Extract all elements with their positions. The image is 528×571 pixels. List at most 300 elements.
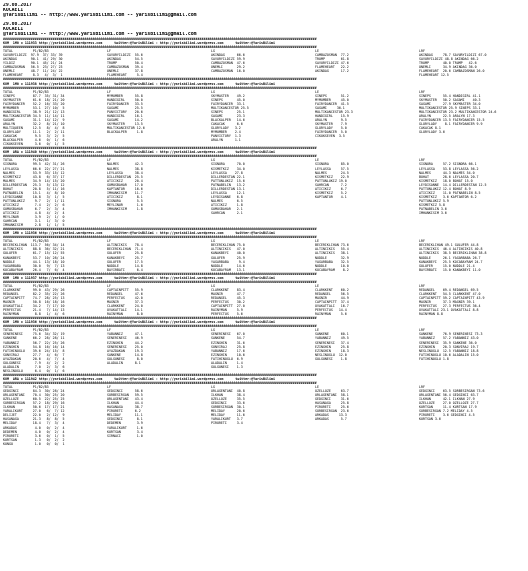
table-cell bbox=[419, 442, 525, 446]
table-cell: ARALYN 32.2 8/ 21/ 10 bbox=[3, 121, 65, 126]
table-cell: ALADALIN 8.1 bbox=[107, 360, 141, 365]
table-cell: PERFECTUS 30.2 bbox=[211, 300, 245, 305]
table-cell: ILKHAN 38.4 bbox=[211, 393, 245, 398]
table-cell: YABANNIZ 57.2 YABANNIZ 43.0 bbox=[419, 336, 479, 341]
table-cell: KOCABAYRAM 26.4 7/ 6/ 4 bbox=[3, 267, 65, 272]
table-cell: SAGAMI 25.5 bbox=[107, 105, 143, 110]
table-cell: BAYIRBATI 15.0 KANAKBEYI 11.0 bbox=[419, 267, 481, 272]
table-cell: SKYMASTER 50.2 SAGAMI 40.3 bbox=[419, 97, 481, 102]
table-cell: GLORYLADY 5.0 bbox=[315, 126, 347, 131]
section-title: KUM ARA = 111940 http://yarisbilimi.wordpress.com twitter:@YarisBilimi : http://yarisbilimi.wordpress.com twitter:@YarisBilimi bbox=[3, 150, 275, 155]
table-cell: LEYLASSA 53.8 LEYLASSA 56.2 bbox=[419, 166, 479, 171]
table-cell: YAGARBABA 30.0 9/ 7/ 13 bbox=[3, 263, 65, 268]
table-cell bbox=[315, 442, 419, 446]
table-cell: SKYMASTER 49.2 bbox=[211, 93, 245, 98]
table-row bbox=[3, 442, 525, 446]
table-cell: KISMETKIZ 18.0 BOHAT 15.0 bbox=[419, 178, 473, 183]
table-cell: DEDEMEN 3.9 bbox=[107, 421, 143, 426]
table-cell: LEYLASSA 66.6 22/ 27/ 21 bbox=[3, 166, 65, 171]
table-cell: MYMUMBER 55.8 bbox=[107, 93, 143, 98]
column-header: LE bbox=[315, 89, 319, 94]
separator-line: ############################################################################################################################################################## bbox=[3, 154, 317, 159]
table-cell: EZINGHIN 54.8 16/ 16/ 14 bbox=[3, 344, 65, 349]
table-cell: CIKOKSEVEN 3.6 0/ 1/ 5 bbox=[3, 142, 65, 147]
section-title: KUM 1M0 = 111936 http://yarisbilimi.wordpress.com twitter:@YarisBilimi : http://yarisbilimi.wordpress.com twitter:@YarisBilimi bbox=[3, 231, 275, 236]
section-title: KUM 1M0 = 111933 http://yarisbilimi.wordpress.com twitter:@YarisBilimi : http://yarisbilimi.wordpress.com twitter:@YarisBilimi bbox=[3, 41, 275, 46]
table-cell: CLARKKENT 60.2 bbox=[315, 287, 349, 292]
table-cell: PERFECTUS 42.0 bbox=[107, 296, 143, 300]
table-cell: ALTINCIKIS 78.4 bbox=[107, 243, 143, 248]
table-cell: ALADALIN 1.4 bbox=[211, 360, 243, 365]
table-cell: YARALIKURT 27.0 6/ 7/ 12 bbox=[3, 409, 65, 414]
table-cell: EZINGHIN 44.2 bbox=[107, 340, 143, 345]
table-cell: CIKOKSEVEN 3.5 bbox=[315, 134, 345, 139]
table-cell: MALMES 34.9 14/ 15/ 20 bbox=[3, 178, 65, 183]
table-cell: SORBESIRGAN 7.2 MELIDAY 4.5 bbox=[419, 409, 473, 414]
table-cell: KONGO 1.0 0/ 0/ 1 bbox=[3, 441, 65, 446]
table-cell: SIGNORA 57.2 SIGNORA 66.1 bbox=[419, 162, 477, 167]
table-cell: SINEPS 51.2 bbox=[315, 93, 349, 98]
table-cell: GLORYLADY 8.1 FAIRYDANCER 9.9 bbox=[419, 121, 483, 126]
table-cell: SENERINESI 35.9 SANKENE 36.0 bbox=[419, 340, 477, 345]
table-cell: TRUMP 50.4 bbox=[107, 61, 143, 66]
table-cell: CLARKKENT 24.0 bbox=[107, 304, 143, 309]
table-cell: KOCABAYRAM 13.1 bbox=[211, 267, 245, 272]
table-cell bbox=[315, 142, 419, 146]
separator-line: ############################################################################################################################################################## bbox=[3, 146, 317, 151]
table-cell: NALMES 38.8 bbox=[107, 166, 143, 171]
table-cell: YAGARBABA 32.5 bbox=[315, 259, 349, 264]
table-cell: NUDDLE 10.0 bbox=[315, 263, 349, 268]
column-header: LG bbox=[211, 89, 215, 94]
table-cell: REDANGEL 82.2 35/ 22/ 26 bbox=[3, 291, 65, 296]
table-cell: MULTIQUEEN 12.5 8/ 4/ 8 bbox=[3, 126, 65, 131]
table-cell: BLACKALPER 4.6 0/ 1/ 6 bbox=[3, 138, 65, 143]
column-header: LE bbox=[315, 385, 319, 390]
table-cell: GULGUNESI 1.8 bbox=[315, 356, 347, 361]
table-cell: GEDGINCI 58.6 bbox=[107, 389, 143, 394]
table-cell: PIRORETI 6.2 bbox=[107, 409, 141, 414]
column-header: LF bbox=[107, 283, 111, 288]
table-cell: MULTIKANCESTOR 25.9 SINEPS 33.1 bbox=[419, 105, 481, 110]
table-cell: KANAKBEYI 40.0 bbox=[211, 251, 245, 256]
table-cell: CAMBAZOSMAN 16.0 bbox=[211, 69, 245, 74]
column-header: TOTAL P1/B2/B3 bbox=[3, 158, 49, 163]
table-cell: NUDDLE 14.6 bbox=[211, 263, 245, 268]
table-cell: BECERIKLIHAN 49.1 GULUFER 44.8 bbox=[419, 243, 479, 248]
table-cell: CAMBAZOSMAN 47.6 bbox=[211, 61, 245, 66]
table-cell bbox=[419, 142, 525, 146]
table-cell: URLAGENTANI 43.4 bbox=[107, 397, 143, 402]
table-cell: NESLINOGLU 12.0 bbox=[315, 352, 347, 357]
table-cell: BAYIRBATI 6.4 bbox=[107, 267, 143, 272]
table-cell: NALMES 53.9 33/ 15/ 12 bbox=[3, 170, 65, 175]
table-cell: FLAMEHEART 20.6 CAMBAZOSMAN 26.0 bbox=[419, 69, 485, 74]
table-cell: AKINDAG 78.7 SAVURYILDIZI 67.0 bbox=[419, 53, 487, 58]
table-cell: MAGNIR 47.7 bbox=[211, 291, 245, 296]
table-cell: PATTONLUKIZ 15.6 bbox=[211, 178, 245, 183]
table-cell: SORBESIRGAN 23.6 bbox=[315, 409, 349, 414]
column-header: TOTAL P1/B2/B3 bbox=[3, 89, 49, 94]
table-cell: CAPTAINPITT 59.2 CAPTAINPITT 43.9 bbox=[419, 296, 485, 300]
table-cell: CAPTAINPITT 27.0 bbox=[211, 304, 245, 309]
column-header: LRF bbox=[419, 283, 425, 288]
column-header: LF bbox=[107, 89, 111, 94]
table-cell: SENERINESI 67.0 bbox=[211, 332, 245, 337]
table-cell: BOHAT 20.8 5/ 11/ 16 bbox=[3, 186, 65, 191]
table-cell: NUDDLE 14.8 bbox=[107, 263, 143, 268]
table-cell: SINEPS 45.0 bbox=[211, 97, 245, 102]
table-cell: CAMBAZOSMAN 56.5 23/ 27/ 23 bbox=[3, 65, 63, 70]
column-header: LG bbox=[211, 158, 215, 163]
table-cell: OZELLOZE 27.0 OZELLOZE 27.7 bbox=[419, 401, 479, 406]
table-cell bbox=[107, 442, 211, 446]
separator-line: ############################################################################################################################################################## bbox=[3, 324, 317, 329]
separator-line: ############################################################################################################################################################## bbox=[3, 279, 317, 284]
table-cell: HASANAGA 25.8 bbox=[315, 401, 349, 406]
table-cell: NALMES 44.3 NALMES 54.0 bbox=[419, 170, 475, 175]
table-cell: GULUFER 25.9 bbox=[211, 255, 245, 260]
table-cell bbox=[419, 223, 525, 227]
table-cell: AKINDAG 54.5 bbox=[107, 57, 143, 62]
table-cell: FLAMEHEART 5.4 bbox=[107, 73, 143, 78]
table-cell: YABANNIZ 47.1 bbox=[107, 332, 143, 337]
separator-line: ############################################################################################################################################################## bbox=[3, 85, 317, 90]
table-cell: GUMUSBAHAR 6.7 2/ 3/ 4 bbox=[3, 206, 65, 211]
table-cell: PERFECTUS 27.3 PERFECTUS 36.4 bbox=[419, 304, 481, 309]
table-cell: KURTSAN 3.6 bbox=[419, 417, 441, 422]
table-cell: IMHANKISIM 11.7 bbox=[107, 190, 143, 195]
table-cell: ILKHAN 44.4 bbox=[107, 401, 143, 406]
table-cell: SAGAMI 31.1 14/ 12/ 9 bbox=[3, 117, 65, 122]
table-cell: KAPTANTOR 4.1 bbox=[315, 194, 347, 199]
table-cell: FLAMEHEART 8.3 4/ 3/ 1 bbox=[3, 73, 63, 78]
table-cell: KOCABAYRAM 8.2 bbox=[315, 267, 349, 272]
column-header: LG bbox=[211, 328, 215, 333]
table-cell: PANVICTORY 20.6 bbox=[107, 109, 143, 114]
table-cell: FATIHINOGLU 39.6 24/ 15/ 8 bbox=[3, 348, 65, 353]
table-cell: SAGAMI 23.3 bbox=[211, 113, 245, 118]
table-cell: PATTONLUKIZ 9.7 2/ 1/ 11 bbox=[3, 198, 65, 203]
table-cell bbox=[419, 369, 525, 373]
column-header: LG bbox=[211, 239, 215, 244]
table-cell: MAGNIR 50.8 16/ 18/ 16 bbox=[3, 300, 65, 305]
table-cell: AYAZDAKAN 20.6 4/ 7/ 4 bbox=[3, 356, 65, 361]
table-cell: SIRNACI 1.0 bbox=[107, 433, 143, 438]
table-cell: YAGARBABA 9.4 bbox=[211, 259, 245, 264]
table-cell: SANKENE 76.9 SENERINESI 73.3 bbox=[419, 332, 483, 337]
separator-line: ############################################################################################################################################################## bbox=[3, 380, 317, 385]
header-date: 29.08.2017 bbox=[3, 3, 32, 8]
table-cell: ONEMLI 37.8 bbox=[107, 69, 143, 74]
column-header: LG bbox=[211, 283, 215, 288]
table-cell: SAHRCAN 2.1 bbox=[211, 211, 243, 216]
table-cell: AYAZDAKAN 19.3 bbox=[107, 348, 143, 353]
header-region: KOCAELI bbox=[3, 8, 24, 13]
table-cell: FLAMEHEART 12.5 bbox=[419, 73, 449, 78]
table-cell: OVAKATTALI 16.7 bbox=[315, 304, 349, 309]
table-cell: DILLERDESTAN 22.1 bbox=[211, 174, 245, 179]
table-cell: BECERIKLIHAN 73.6 bbox=[315, 243, 349, 248]
table-cell: IMHANKISIM 2.8 1/ 1/ 5 bbox=[3, 223, 65, 228]
table-cell: GULGUNESI 8.0 bbox=[107, 356, 143, 361]
table-cell: IMHANKISIM 1.8 bbox=[107, 206, 143, 211]
table-cell: DILLERDESTAN 25.3 5/ 13/ 12 bbox=[3, 182, 65, 187]
race-sections bbox=[3, 37, 525, 446]
table-cell: GULUFER 15.0 NUDDLE 21.4 bbox=[419, 263, 475, 268]
table-cell: NESLINOGLU 12.5 YABANNIZ 18.8 bbox=[419, 348, 479, 353]
table-cell: SIGNORA 85.0 bbox=[315, 162, 349, 167]
column-header: LRF bbox=[419, 158, 425, 163]
table-cell: SONVIRAJ 25.8 bbox=[211, 344, 245, 349]
table-cell: GLORYLADY 3.2 bbox=[211, 126, 241, 131]
table-cell: NALMES 6.5 bbox=[211, 198, 243, 203]
table-cell: SKYMASTER 61.6 18/ 21/ 20 bbox=[3, 97, 65, 102]
table-cell: PATTONLUKIZ 12.4 BOHAT 8.9 bbox=[419, 186, 471, 191]
table-cell: MELIDAY 20.6 bbox=[211, 409, 245, 414]
table-cell: LEYDISANNE 10.8 3/ 1/ 5 bbox=[3, 194, 65, 199]
table-cell: HANDIGIRL 50.0 bbox=[107, 97, 143, 102]
results-document bbox=[3, 3, 525, 446]
table-cell: GLORYLADY 3.6 bbox=[419, 130, 445, 135]
table-cell: GEDGINCI 33.6 bbox=[211, 401, 245, 406]
table-cell: FAIRYDANCER 33.1 bbox=[211, 101, 245, 106]
table-cell: MAGNIR 44.9 bbox=[315, 296, 349, 300]
table-cell: RAINYMAN 5.6 bbox=[315, 312, 347, 317]
column-header: LF bbox=[107, 328, 111, 333]
table-cell: GEDGINCI 84.3 30/ 28/ 24 bbox=[3, 389, 65, 394]
table-cell: OZELLOZE 60.5 22/ 25/ 25 bbox=[3, 397, 65, 402]
table-cell: KURTSAN 3.4 bbox=[107, 429, 143, 434]
table-cell: ATICIKIZ 20.4 bbox=[107, 178, 143, 183]
column-header: LRF bbox=[419, 49, 425, 54]
table-cell: FATIHINOGLU 10.6 ALADALIN 15.0 bbox=[419, 352, 479, 357]
table-cell: EZINGHIN 10.6 bbox=[211, 352, 245, 357]
column-header: TOTAL P1/B2/B3 bbox=[3, 283, 49, 288]
table-cell: SAVURYILDIZI 55.6 bbox=[107, 53, 143, 58]
table-cell: CAMBAZOSMAN 77.2 bbox=[315, 53, 349, 58]
table-cell: KAPTANTOR 16.6 bbox=[107, 186, 143, 191]
table-cell: LEYLASSA 57.5 bbox=[315, 166, 349, 171]
table-cell: YABANNIZ 56.7 22/ 25/ 26 bbox=[3, 340, 65, 345]
column-header: LRF bbox=[419, 328, 425, 333]
column-header: LE bbox=[315, 328, 319, 333]
table-cell: SORBESIRGAN 30.1 bbox=[211, 405, 245, 410]
table-cell: KISMETKIZ 43.8 6/ 37/ 17 bbox=[3, 174, 65, 179]
table-cell: YARALIKURT 1.6 bbox=[107, 425, 143, 430]
column-header: LG bbox=[211, 49, 215, 54]
table-cell: PIRORETI 3.6 0/ 1/ 5 bbox=[3, 433, 65, 438]
table-cell: URLAGENTANI 40.8 bbox=[211, 389, 245, 394]
table-cell: KURTSAN 11.4 KURTSAN 17.9 bbox=[419, 405, 477, 410]
table-cell bbox=[315, 369, 419, 373]
column-header: LE bbox=[315, 283, 319, 288]
table-cell: MYMUMBER 53.1 27/ 10/ 5 bbox=[3, 105, 65, 110]
table-cell: EZINGHIN 20.3 SONVIRAJ 19.7 bbox=[419, 344, 479, 349]
table-cell: CAKACAK 8.1 bbox=[419, 126, 441, 131]
table-cell: PERFECTUS 21.4 7/ 14/ 13 bbox=[3, 308, 65, 313]
column-header: LE bbox=[315, 158, 319, 163]
table-cell: ARALYN 9.5 bbox=[315, 117, 347, 122]
table-cell: REDANGEL 69.4 REDANGEL 69.5 bbox=[419, 287, 479, 292]
table-cell: FAIRYDANCER 52.2 16/ 33/ 20 bbox=[3, 101, 65, 106]
table-cell: ATICIKIZ 8.1 bbox=[107, 194, 143, 199]
separator-line: ############################################################################################################################################################## bbox=[3, 77, 317, 82]
separator-line: ############################################################################################################################################################## bbox=[3, 235, 317, 240]
table-cell: URLAGENTANI 70.4 30/ 25/ 20 bbox=[3, 393, 65, 398]
table-cell: SANKENE 54.7 bbox=[211, 336, 245, 341]
table-cell: HASANAGA 38.7 bbox=[107, 405, 143, 410]
table-cell: MEYLINUR 3.9 2/ 1/ 0 bbox=[3, 215, 65, 220]
table-cell: GLORYLADY 11.1 2/ 2/ 11 bbox=[3, 130, 65, 135]
table-cell: MULTIKANCESTOR 25.5 bbox=[211, 105, 249, 110]
column-header: LF bbox=[107, 239, 111, 244]
column-header: LG bbox=[211, 385, 215, 390]
table-cell: SONVIRAJ 27.7 4/ 6/ 7 bbox=[3, 352, 65, 357]
table-cell: GEDGINCI 63.5 SORBESIRGAN 73.6 bbox=[419, 389, 485, 394]
table-cell: DILLERDESTAN 25.5 bbox=[107, 174, 143, 179]
table-cell: URLAGENTANI 58.1 bbox=[315, 393, 349, 398]
column-header: LE bbox=[315, 49, 319, 54]
table-cell: MYMUMBER 2.4 bbox=[211, 130, 241, 135]
table-cell: GULUFER 25.8 bbox=[107, 251, 143, 256]
table-cell: ATICIKIZ 11.0 PATNABELIN 8.5 bbox=[419, 190, 481, 195]
separator-line: ############################################################################################################################################################## bbox=[3, 37, 317, 41]
table-cell: ALTINCIKIS 55.4 bbox=[315, 247, 349, 252]
table-cell: ARKADAS 5.7 bbox=[315, 417, 347, 422]
table-cell: PIRORETI 25.6 bbox=[315, 405, 349, 410]
table-cell: CAMBAZOSMAN 39.4 bbox=[107, 65, 143, 70]
table-cell: ONEMLI 29.2 bbox=[211, 65, 245, 70]
table-cell: MULTIKANCESTOR 12.6 bbox=[107, 126, 145, 131]
table-cell: SAGAMI 36.1 bbox=[315, 105, 345, 110]
table-cell: ALTINCIKIS 88.8 36/ 32/ 21 bbox=[3, 247, 65, 252]
table-cell: SENERINESI 25.0 bbox=[107, 344, 143, 349]
table-cell: ARKADAS 4.0 0/ 2/ 4 bbox=[3, 425, 65, 430]
table-cell: ATICIKIZ 1.8 bbox=[211, 202, 243, 207]
table-cell: ALTINCIKIS 38.1 bbox=[315, 251, 349, 256]
table-cell: OVAKATTALI 34.2 7/ 17/ 10 bbox=[3, 304, 65, 309]
table-cell: IMHANKISIM 3.6 bbox=[419, 211, 447, 216]
table-cell: FAIRYDANCER 33.5 bbox=[107, 101, 143, 106]
table-cell: SAGAMI 14.2 bbox=[107, 117, 143, 122]
table-cell: SENERINESI 46.9 bbox=[107, 336, 143, 341]
table-cell: SAVURYILDIZI 97.9 37/ 33/ 39 bbox=[3, 53, 63, 58]
column-header: LF bbox=[107, 49, 111, 54]
table-cell: KURTSAN 1.3 0/ 2/ 2 bbox=[3, 437, 65, 442]
table-cell: CAPTAINPITT 55.9 bbox=[107, 287, 143, 292]
table-cell: FAIRYDANCER 13.5 FAIRYDANCER 15.5 bbox=[419, 117, 485, 122]
table-cell: AKINDAG 90.1 41/ 29/ 30 bbox=[3, 57, 63, 62]
table-cell: SANKENE 60.1 bbox=[315, 332, 349, 337]
table-cell: URLAGENTANI 56.4 GEDGINCI 63.7 bbox=[419, 393, 479, 398]
table-cell: FATIHINOGLU 1.8 bbox=[419, 356, 449, 361]
table-cell: KISMETKIZ 5.8 bbox=[419, 202, 445, 207]
table-cell: FAIRYDANCER 41.5 bbox=[315, 101, 349, 106]
table-cell: NUDDLE 44.1 13/ 18/ 10 bbox=[3, 259, 65, 264]
separator-line: ############################################################################################################################################################## bbox=[3, 372, 317, 377]
table-cell: SAHRCAN 3.1 1/ 3/ 0 bbox=[3, 219, 65, 224]
table-cell: KISMETKIZ 34.0 bbox=[211, 166, 245, 171]
table-cell: ARALYN 1.1 bbox=[211, 138, 241, 143]
column-header: TOTAL P1/B2/B3 bbox=[3, 385, 49, 390]
table-cell: KISMETKIZ 5.2 bbox=[315, 190, 347, 195]
table-cell: OVAKATTALI 23.1 OVAKATTALI 8.8 bbox=[419, 308, 479, 313]
table-cell: MAGNIR 37.3 MAGNIR 39.1 bbox=[419, 300, 475, 305]
table-cell: ATICIKIZ 7.4 2/ 2/ 6 bbox=[3, 202, 65, 207]
table-cell: PERFECTUS 14.4 bbox=[315, 308, 347, 313]
table-cell: HANDIGIRL 15.9 bbox=[315, 113, 349, 118]
table-cell: SENERINESI 37.4 bbox=[315, 340, 349, 345]
table-cell: GUMUSBAHAR 17.0 bbox=[107, 182, 143, 187]
table-cell: MULTIKANCESTOR 23.3 bbox=[315, 109, 353, 114]
table-cell: HASANAGA 21.3 8/ 8/ 5 bbox=[3, 417, 65, 422]
table-cell: GULGUNESI 1.3 bbox=[211, 364, 243, 369]
table-cell: MYMUMBER 45.0 bbox=[315, 97, 349, 102]
table-cell: SAGAMI 27.9 SKYMASTER 34.0 bbox=[419, 101, 481, 106]
section-title: KUM 1M0 = 111938 http://yarisbilimi.wordpress.com twitter:@YarisBilimi : http://yarisbilimi.wordpress.com twitter:@YarisBilimi bbox=[3, 81, 275, 86]
table-cell: EZINGHIN 25.8 bbox=[315, 344, 349, 349]
table-cell: CLARKKENT 99.0 43/ 29/ 26 bbox=[3, 287, 65, 292]
table-cell: ILKHAN 42.1 ILKHAN 27.9 bbox=[419, 397, 475, 402]
table-cell: SKYMASTER 7.9 bbox=[315, 121, 347, 126]
table-cell: PERFECTUS 5.6 bbox=[211, 312, 243, 317]
table-cell: MELIDAY 18.4 7/ 3/ 4 bbox=[3, 421, 65, 426]
table-cell: SINEPS 55.4 HANDIGIRL 41.1 bbox=[419, 93, 481, 98]
table-cell: ILKHAN 50.6 17/ 17/ 21 bbox=[3, 405, 65, 410]
table-cell: YILDIZ 90.1 45/ 21/ 24 bbox=[3, 61, 63, 66]
table-cell: FLAMEHEART 22.2 bbox=[315, 65, 349, 70]
table-cell: SAVURYILDIZI 59.9 bbox=[211, 57, 245, 62]
table-cell: BECERIKLIHAN 113.7 56/ 34/ 14 bbox=[3, 243, 65, 248]
table-cell: GULUFER 61.7 15/ 12/ 55 bbox=[3, 251, 65, 256]
table-cell: FAIRYDANCER 5.0 bbox=[315, 130, 347, 135]
table-cell: SIGNORA 5.5 bbox=[107, 198, 143, 203]
table-cell: SENERINESI 75.6 34/ 32/ 19 bbox=[3, 332, 65, 337]
table-cell: HANDIGIRL 38.9 21/ 12/ 13 bbox=[3, 109, 65, 114]
column-header: TOTAL P1/B2/B3 bbox=[3, 239, 49, 244]
table-cell: YARALIKURT 3.7 bbox=[211, 417, 243, 422]
table-cell: RAINYMAN 8.0 bbox=[107, 312, 143, 317]
table-cell: DEDEMEN 4.0 0/ 2/ 4 bbox=[3, 429, 65, 434]
section-title: KUM 1M0 = 111937 http://yarisbilimi.wordpress.com twitter:@YarisBilimi : http://yarisbilimi.wordpress.com twitter:@YarisBilimi bbox=[3, 275, 275, 280]
table-cell: CAKACAK 6.6 bbox=[211, 121, 243, 126]
table-cell: ALTINCIKIS 46.4 ALTINCIKIS 40.8 bbox=[419, 247, 483, 252]
table-cell: SAHRCAN 7.2 bbox=[315, 182, 347, 187]
table-cell: MEYLINUR 1.6 bbox=[107, 202, 143, 207]
table-cell bbox=[315, 223, 419, 227]
column-header: LRF bbox=[419, 385, 425, 390]
table-cell: EZINGHIN 18.3 bbox=[315, 348, 349, 353]
table-cell: PANVICTORY 1.3 bbox=[211, 134, 241, 139]
separator-line: ############################################################################################################################################################## bbox=[3, 45, 317, 50]
table-cell: OZELLOZE 63.7 bbox=[315, 389, 349, 394]
column-header: LE bbox=[315, 239, 319, 244]
table-cell: SAVURYILDIZI 48.8 AKINDAG 66.2 bbox=[419, 57, 479, 62]
table-cell: PATNABELIN 13.2 bbox=[211, 182, 245, 187]
table-cell: ATICIKIZ 6.7 bbox=[315, 186, 347, 191]
table-cell: SAVURYILDIZI 47.6 bbox=[315, 61, 349, 66]
table-cell: BLACKALPER 1.8 bbox=[107, 130, 143, 135]
table-cell: LEYLASSA 12.1 bbox=[211, 190, 245, 195]
table-cell: CAPTAINPITT 74.7 28/ 25/ 13 bbox=[3, 296, 65, 300]
table-cell: NALMES 42.3 bbox=[107, 162, 143, 167]
table-cell: BECERIKLIHAN 75.0 bbox=[211, 243, 245, 248]
table-cell: MELIDAY 11.1 bbox=[107, 413, 143, 418]
table-cell: MAGNIR 37.3 bbox=[107, 300, 143, 305]
table-cell: YABANNIZ 49.5 bbox=[315, 336, 349, 341]
separator-line: ############################################################################################################################################################## bbox=[3, 271, 317, 276]
